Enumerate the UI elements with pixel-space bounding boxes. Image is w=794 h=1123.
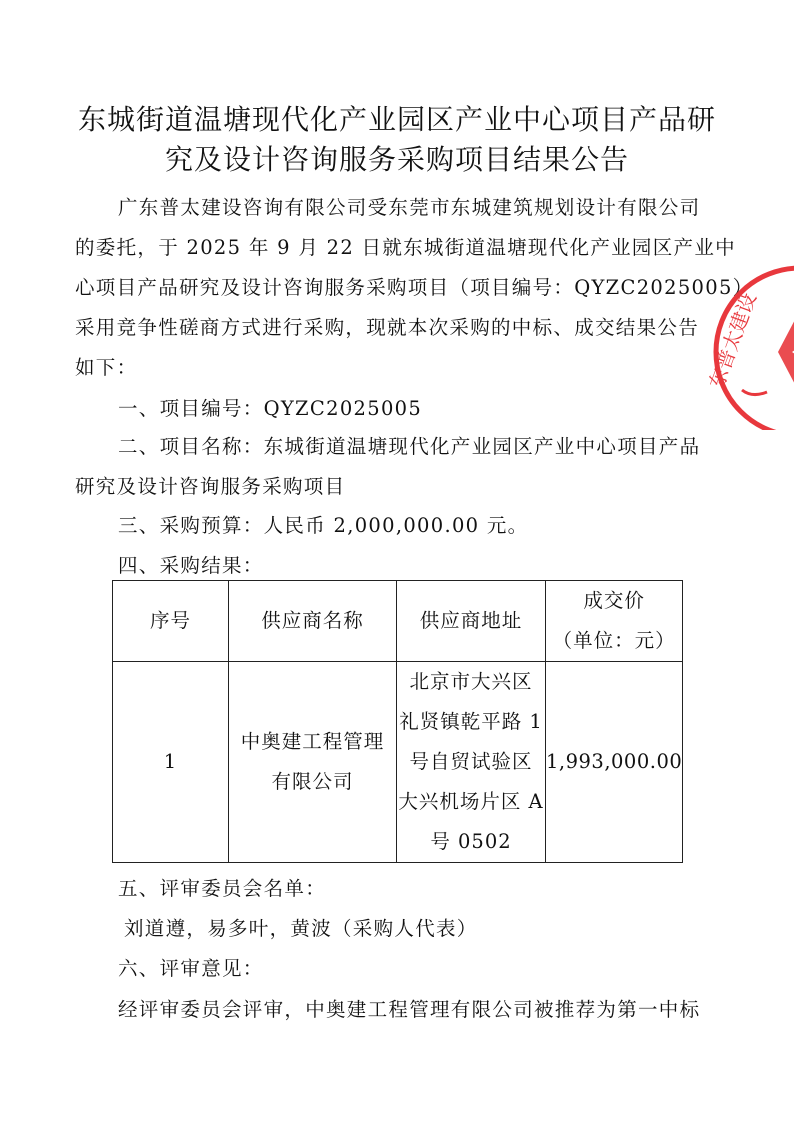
committee-members: 刘道遵，易多叶，黄波（采购人代表）: [124, 917, 478, 940]
section-committee: 五、评审委员会名单：: [118, 877, 327, 900]
intro-line: 采用竞争性磋商方式进行采购，现就本次采购的中标、成交结果公告: [75, 316, 700, 339]
opinion-text: 经评审委员会评审，中奥建工程管理有限公司被推荐为第一中标: [118, 998, 701, 1021]
header-price-unit: （单位：元）: [552, 629, 676, 652]
cell-supplier-name: 中奥建工程管理 有限公司: [229, 662, 397, 863]
section-project-name: 二、项目名称：东城街道温塘现代化产业园区产业中心项目产品: [118, 435, 701, 458]
cell-no: 1: [113, 662, 229, 863]
company-seal: [700, 240, 794, 430]
section-opinion: 六、评审意见：: [118, 957, 264, 980]
header-price-label: 成交价: [583, 589, 645, 612]
intro-line: 心项目产品研究及设计咨询服务采购项目（项目编号：QYZC2025005）: [75, 276, 754, 299]
section-project-number: 一、项目编号：QYZC2025005: [118, 397, 423, 420]
cell-supplier-address: 北京市大兴区 礼贤镇乾平路 1 号自贸试验区 大兴机场片区 A 号 0502: [397, 662, 546, 863]
svg-text:东普太建设: 东普太建设: [704, 289, 761, 392]
header-price: [546, 581, 683, 662]
header-supplier-address: 供应商地址: [397, 581, 546, 662]
section-project-name-cont: 研究及设计咨询服务采购项目: [75, 475, 346, 498]
section-budget: 三、采购预算：人民币 2,000,000.00 元。: [118, 514, 529, 537]
intro-line: 广东普太建设咨询有限公司受东莞市东城建筑规划设计有限公司: [118, 196, 701, 219]
header-supplier-name: 供应商名称: [229, 581, 397, 662]
result-table: [112, 580, 683, 863]
section-result: 四、采购结果：: [118, 554, 264, 577]
intro-line: 的委托，于 2025 年 9 月 22 日就东城街道温塘现代化产业园区产业中: [75, 236, 736, 259]
cell-price: 1,993,000.00: [546, 662, 683, 863]
document-title-line-2: 究及设计咨询服务采购项目结果公告: [164, 143, 629, 176]
intro-line: 如下：: [75, 356, 138, 379]
document-title-line-1: 东城街道温塘现代化产业园区产业中心项目产品研: [77, 103, 716, 136]
header-no: 序号: [113, 581, 229, 662]
